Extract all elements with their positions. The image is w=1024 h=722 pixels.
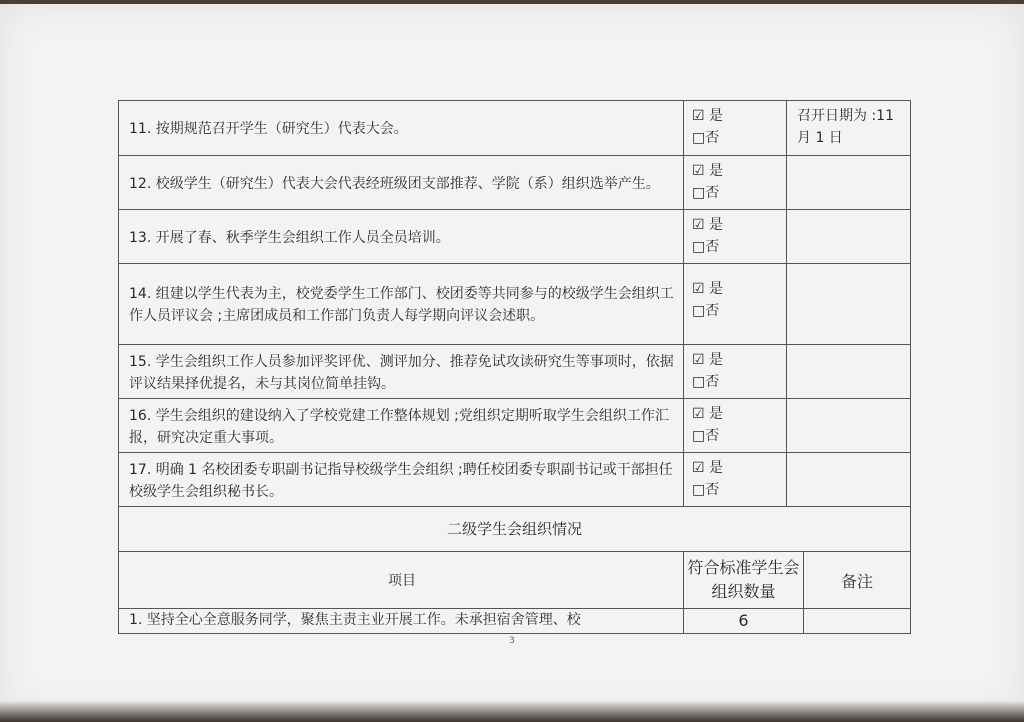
yes-checkbox[interactable]: ☑ 是 bbox=[692, 163, 724, 179]
note-cell bbox=[787, 156, 911, 209]
col-header-note: 备注 bbox=[804, 552, 911, 608]
item-text: 11. 按期规范召开学生（研究生）代表大会。 bbox=[119, 101, 684, 155]
col-header-count: 符合标准学生会组织数量 bbox=[684, 552, 804, 608]
no-checkbox[interactable]: □否 bbox=[692, 239, 720, 255]
note-cell: 召开日期为 :11 月 1 日 bbox=[787, 101, 911, 155]
option-cell bbox=[684, 156, 787, 209]
no-checkbox[interactable]: □否 bbox=[692, 185, 720, 201]
table-header-row bbox=[119, 552, 911, 609]
item-text: 15. 学生会组织工作人员参加评奖评优、测评加分、推荐免试攻读研究生等事项时，依据评议结果择优提名，未与其岗位简单挂钩。 bbox=[119, 345, 684, 398]
table-row bbox=[119, 210, 911, 264]
option-cell bbox=[684, 264, 787, 344]
section-title: 二级学生会组织情况 bbox=[119, 507, 911, 551]
yes-checkbox[interactable]: ☑ 是 bbox=[692, 460, 724, 476]
yes-checkbox[interactable]: ☑ 是 bbox=[692, 217, 724, 233]
no-checkbox[interactable]: □否 bbox=[692, 482, 720, 498]
table-row bbox=[119, 399, 911, 453]
option-cell bbox=[684, 210, 787, 263]
table-row bbox=[119, 609, 911, 634]
yes-checkbox[interactable]: ☑ 是 bbox=[692, 281, 724, 297]
table-row bbox=[119, 345, 911, 399]
item-text: 17. 明确 1 名校团委专职副书记指导校级学生会组织 ;聘任校团委专职副书记或干部担任校级学生会组织秘书长。 bbox=[119, 453, 684, 506]
no-checkbox[interactable]: □否 bbox=[692, 428, 720, 444]
note-cell bbox=[787, 210, 911, 263]
no-checkbox[interactable]: □否 bbox=[692, 303, 720, 319]
section-title-row bbox=[119, 507, 911, 552]
table-row bbox=[119, 453, 911, 507]
yes-checkbox[interactable]: ☑ 是 bbox=[692, 406, 724, 422]
note-cell bbox=[804, 609, 911, 633]
note-cell bbox=[787, 399, 911, 452]
no-checkbox[interactable]: □否 bbox=[692, 374, 720, 390]
note-cell bbox=[787, 453, 911, 506]
yes-checkbox[interactable]: ☑ 是 bbox=[692, 108, 724, 124]
checklist-table bbox=[118, 100, 911, 634]
option-cell bbox=[684, 101, 787, 155]
item-text: 12. 校级学生（研究生）代表大会代表经班级团支部推荐、学院（系）组织选举产生。 bbox=[119, 156, 684, 209]
desk-shadow bbox=[0, 700, 1024, 722]
item-text: 1. 坚持全心全意服务同学，聚焦主责主业开展工作。未承担宿舍管理、校 bbox=[119, 609, 684, 633]
item-text: 13. 开展了春、秋季学生会组织工作人员全员培训。 bbox=[119, 210, 684, 263]
item-text: 16. 学生会组织的建设纳入了学校党建工作整体规划 ;党组织定期听取学生会组织工作汇报，研究决定重大事项。 bbox=[119, 399, 684, 452]
note-cell bbox=[787, 264, 911, 344]
option-cell bbox=[684, 345, 787, 398]
count-cell: 6 bbox=[684, 609, 804, 633]
option-cell bbox=[684, 399, 787, 452]
table-row bbox=[119, 264, 911, 345]
note-cell bbox=[787, 345, 911, 398]
option-cell bbox=[684, 453, 787, 506]
page-number: 3 bbox=[509, 636, 515, 646]
table-row bbox=[119, 101, 911, 156]
yes-checkbox[interactable]: ☑ 是 bbox=[692, 352, 724, 368]
item-text: 14. 组建以学生代表为主，校党委学生工作部门、校团委等共同参与的校级学生会组织工作人员评议会 ;主席团成员和工作部门负责人每学期向评议会述职。 bbox=[119, 264, 684, 344]
document-page bbox=[0, 4, 1024, 716]
col-header-item: 项目 bbox=[119, 552, 684, 608]
table-row bbox=[119, 156, 911, 210]
no-checkbox[interactable]: □否 bbox=[692, 130, 720, 146]
